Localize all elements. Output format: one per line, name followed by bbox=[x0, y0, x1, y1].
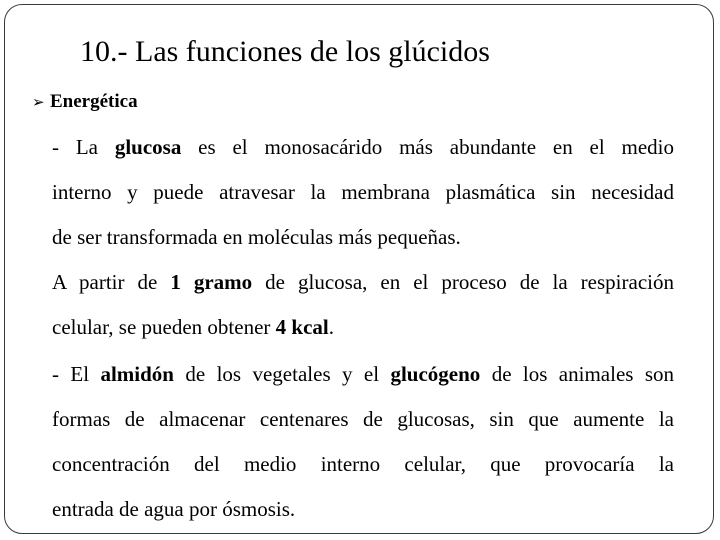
paragraph-almidon bbox=[52, 352, 674, 532]
bold-term: 4 kcal bbox=[275, 315, 329, 339]
text-line: concentración del medio interno celular, que provocaría la bbox=[52, 452, 674, 476]
text-run: es el monosacárido más abundante en el medio bbox=[181, 135, 674, 159]
text-run: - La bbox=[52, 135, 115, 159]
text-line bbox=[52, 260, 674, 305]
bullet-heading bbox=[32, 88, 138, 116]
bold-term: 1 gramo bbox=[170, 270, 253, 294]
bold-term: almidón bbox=[100, 362, 174, 386]
paragraph-glucosa bbox=[52, 125, 674, 260]
bold-term: glucosa bbox=[114, 135, 182, 159]
text-run: A partir de bbox=[52, 270, 171, 294]
text-line bbox=[52, 125, 674, 170]
text-line: entrada de agua por ósmosis. bbox=[52, 497, 296, 521]
text-run: de los animales son bbox=[480, 362, 675, 386]
bold-term: glucógeno bbox=[390, 362, 481, 386]
text-run: de los vegetales y el bbox=[173, 362, 391, 386]
text-run: celular, se pueden obtener bbox=[52, 315, 276, 339]
text-line: de ser transformada en moléculas más pequeñas. bbox=[52, 225, 461, 249]
text-line: interno y puede atravesar la membrana plasmática sin necesidad bbox=[52, 180, 674, 204]
text-line: formas de almacenar centenares de glucosas, sin que aumente la bbox=[52, 407, 674, 431]
text-line bbox=[52, 305, 674, 350]
text-line bbox=[52, 352, 674, 397]
bullet-label: Energética bbox=[50, 91, 138, 112]
text-run: . bbox=[328, 315, 334, 339]
arrow-bullet-icon: ➢ bbox=[32, 93, 45, 111]
paragraph-energia bbox=[52, 260, 674, 350]
text-run: - El bbox=[52, 362, 101, 386]
text-run: de glucosa, en el proceso de la respiración bbox=[252, 270, 674, 294]
page-title: 10.- Las funciones de los glúcidos bbox=[80, 35, 490, 68]
